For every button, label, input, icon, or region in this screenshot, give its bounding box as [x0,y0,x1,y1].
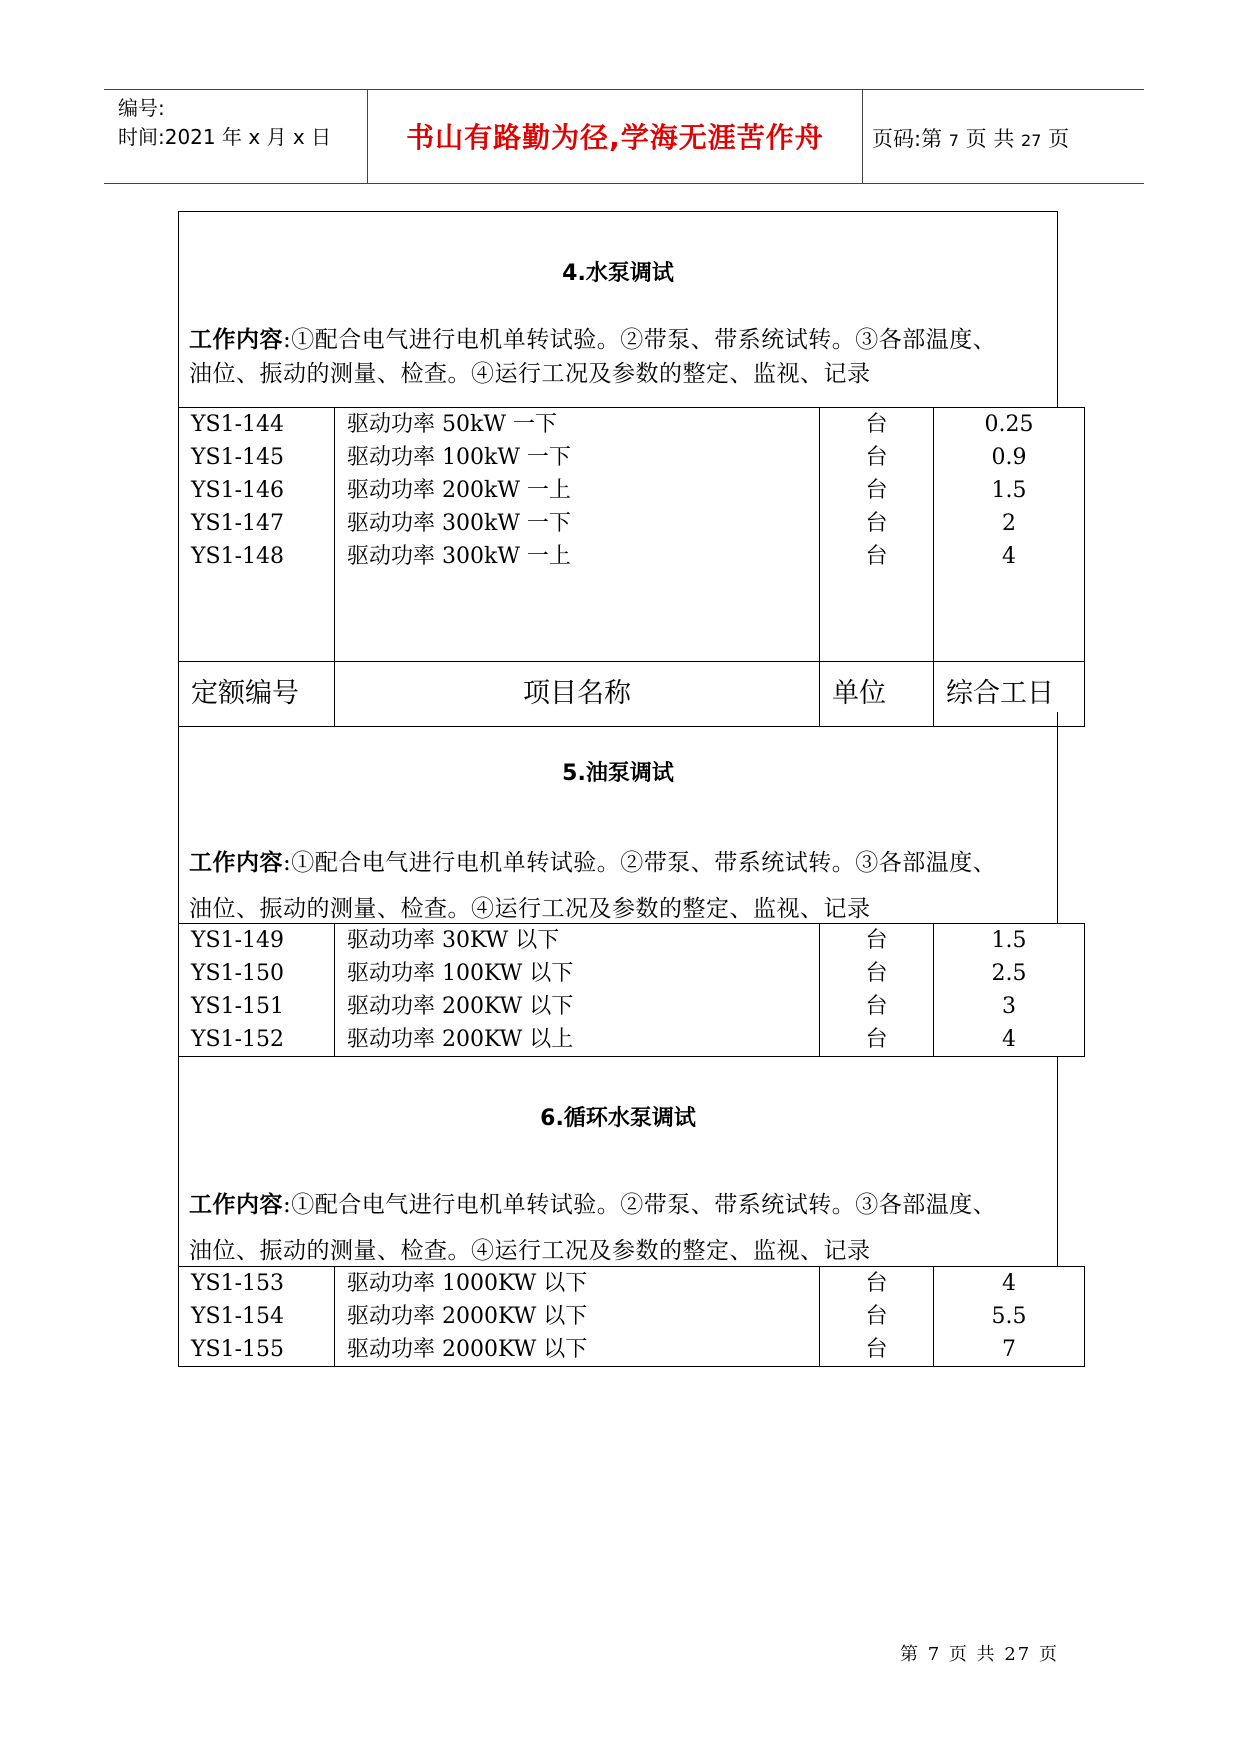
work-content [189,323,1057,391]
work-content [189,840,1057,932]
section-4-block [178,211,1058,408]
work-content [189,1182,1057,1274]
work-content-label: 工作内容 [189,1192,283,1218]
quota-code: YS1-150 [179,957,335,990]
item-name: 驱动功率 100kW 一下 [335,441,820,474]
item-unit: 台 [820,990,934,1023]
item-name: 驱动功率 200kW 一上 [335,474,820,507]
item-name: 驱动功率 30KW 以下 [335,924,820,958]
quota-code: YS1-149 [179,924,335,958]
quota-code: YS1-151 [179,990,335,1023]
work-content-line1: :①配合电气进行电机单转试验。②带泵、带系统试转。③各部温度、 [283,850,997,876]
item-name: 驱动功率 200KW 以上 [335,1023,820,1057]
table-row [179,1023,1085,1057]
table-row [179,1267,1085,1301]
item-unit: 台 [820,507,934,540]
table-row [179,924,1085,958]
header-top-rule [104,89,1144,90]
header-unit: 单位 [820,661,934,726]
work-days: 7 [934,1333,1085,1367]
work-days: 1.5 [934,924,1085,958]
quota-code: YS1-146 [179,474,335,507]
section-title: 5.油泵调试 [562,761,674,786]
header-work-days: 综合工日 [934,661,1085,726]
item-name: 驱动功率 1000KW 以下 [335,1267,820,1301]
work-content-line1: :①配合电气进行电机单转试验。②带泵、带系统试转。③各部温度、 [283,327,997,353]
page-number: 7 [948,131,959,150]
item-unit: 台 [820,957,934,990]
quota-code: YS1-144 [179,408,335,442]
header-meta [118,94,331,152]
header-item-name: 项目名称 [335,661,820,726]
work-content-line2: 油位、振动的测量、检查。④运行工况及参数的整定、监视、记录 [189,361,871,387]
header-motto: 书山有路勤为径,学海无涯苦作舟 [406,121,824,154]
item-unit: 台 [820,474,934,507]
header-page-info [872,123,1069,153]
item-name: 驱动功率 200KW 以下 [335,990,820,1023]
work-days: 2 [934,507,1085,540]
quota-code: YS1-155 [179,1333,335,1367]
item-name: 驱动功率 300kW 一上 [335,540,820,573]
item-name: 驱动功率 50kW 一下 [335,408,820,442]
item-unit: 台 [820,1333,934,1367]
header-code-label: 编号: [118,96,165,120]
table-row [179,957,1085,990]
table-row [179,1333,1085,1367]
table-row [179,474,1085,507]
work-days: 5.5 [934,1300,1085,1333]
quota-code: YS1-152 [179,1023,335,1057]
work-days: 4 [934,1267,1085,1301]
work-days: 4 [934,1023,1085,1057]
work-content-line1: :①配合电气进行电机单转试验。②带泵、带系统试转。③各部温度、 [283,1192,997,1218]
table-row [179,1300,1085,1333]
section-4-table [178,407,1085,727]
item-unit: 台 [820,1267,934,1301]
page-mid: 页 共 [965,127,1015,151]
page-footer: 第 7 页 共 27 页 [900,1644,1059,1665]
item-unit: 台 [820,408,934,442]
table-row-spacer [179,573,1085,661]
section-5-block [178,712,1058,923]
work-days: 4 [934,540,1085,573]
section-5-table [178,923,1085,1057]
work-days: 1.5 [934,474,1085,507]
table-row [179,441,1085,474]
section-6-table [178,1266,1085,1367]
table-row [179,990,1085,1023]
item-unit: 台 [820,540,934,573]
section-title: 6.循环水泵调试 [540,1106,696,1131]
table-row [179,507,1085,540]
quota-code: YS1-153 [179,1267,335,1301]
work-days: 3 [934,990,1085,1023]
page-total: 27 [1021,131,1042,150]
table-row [179,540,1085,573]
header-quota-code: 定额编号 [179,661,335,726]
quota-code: YS1-145 [179,441,335,474]
item-unit: 台 [820,1023,934,1057]
item-name: 驱动功率 300kW 一下 [335,507,820,540]
header-divider-left [367,89,368,183]
section-title: 4.水泵调试 [562,261,674,286]
item-name: 驱动功率 2000KW 以下 [335,1300,820,1333]
item-unit: 台 [820,924,934,958]
table-row [179,408,1085,442]
header-divider-right [862,89,863,183]
work-content-line2: 油位、振动的测量、检查。④运行工况及参数的整定、监视、记录 [189,1238,871,1264]
work-content-line2: 油位、振动的测量、检查。④运行工况及参数的整定、监视、记录 [189,896,871,922]
quota-code: YS1-147 [179,507,335,540]
section-6-block [178,1056,1058,1266]
work-days: 0.9 [934,441,1085,474]
quota-code: YS1-148 [179,540,335,573]
item-name: 驱动功率 100KW 以下 [335,957,820,990]
work-content-label: 工作内容 [189,327,283,353]
work-days: 0.25 [934,408,1085,442]
work-days: 2.5 [934,957,1085,990]
header-time-label: 时间:2021 年 x 月 x 日 [118,125,332,149]
page-prefix: 页码:第 [872,127,943,151]
work-content-label: 工作内容 [189,850,283,876]
page-suffix: 页 [1048,127,1070,151]
header-bottom-rule [104,183,1144,184]
item-unit: 台 [820,441,934,474]
item-unit: 台 [820,1300,934,1333]
item-name: 驱动功率 2000KW 以下 [335,1333,820,1367]
quota-code: YS1-154 [179,1300,335,1333]
